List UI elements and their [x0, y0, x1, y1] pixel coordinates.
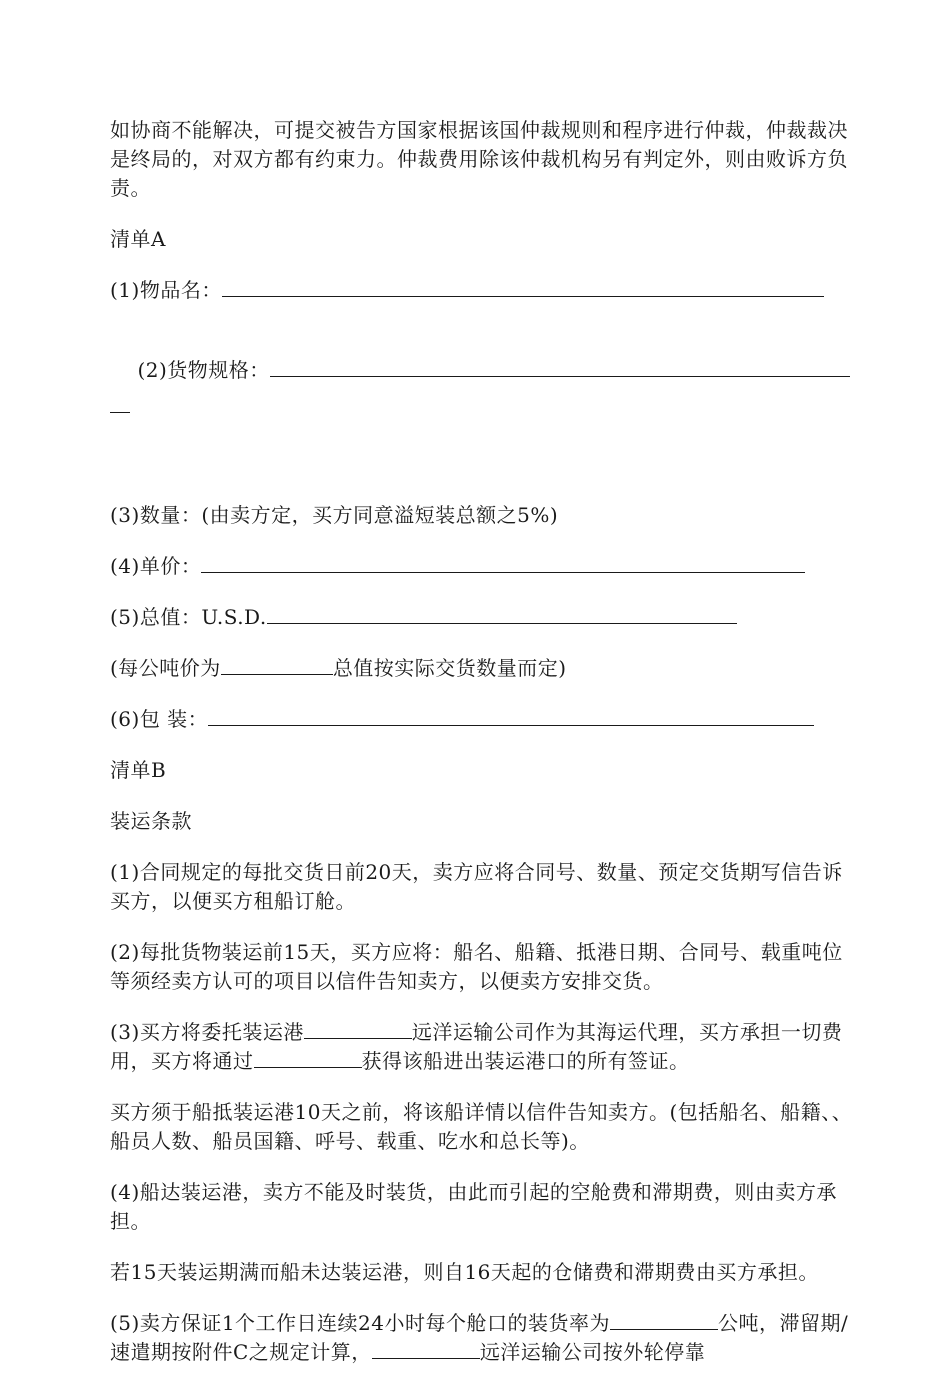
item-2-blank	[270, 358, 850, 377]
item-1-line	[110, 276, 855, 305]
item-6-line	[110, 705, 855, 734]
list-b-title: 清单B	[110, 758, 167, 782]
item-5-blank	[267, 605, 737, 624]
loading-port-blank	[304, 1020, 412, 1039]
item-2-line	[110, 327, 855, 471]
item-6-blank	[208, 707, 814, 726]
clause-5-part-a: (5)卖方保证1个工作日连续24小时每个舱口的装货率为	[110, 1311, 611, 1335]
item-4-line	[110, 552, 855, 581]
clause-3-part-a: (3)买方将委托装运港	[110, 1020, 304, 1044]
loading-rate-blank	[610, 1311, 718, 1330]
arbitration-paragraph: 如协商不能解决，可提交被告方国家根据该国仲裁规则和程序进行仲裁，仲裁裁决是终局的，对双方都有约束力。仲裁费用除该仲裁机构另有判定外，则由败诉方负责。	[110, 118, 848, 200]
shipping-terms-title: 装运条款	[110, 809, 192, 833]
item-2-label: (2)货物规格：	[137, 358, 270, 382]
shipping-clause-2: (2)每批货物装运前15天，买方应将：船名、船籍、抵港日期、合同号、载重吨位等须经卖方认可的项目以信件告知卖方，以便卖方安排交货。	[110, 940, 843, 993]
shipping-clause-3-note: 买方须于船抵装运港10天之前，将该船详情以信件告知卖方。(包括船名、船籍、、船员人数、船员国籍、呼号、载重、吃水和总长等)。	[110, 1100, 853, 1153]
item-5-note-line	[110, 654, 855, 683]
item-1-blank	[222, 278, 824, 297]
item-3-line: (3)数量：(由卖方定，买方同意溢短装总额之5%)	[110, 503, 559, 527]
list-a-title: 清单A	[110, 227, 166, 251]
shipping-clause-1: (1)合同规定的每批交货日前20天，卖方应将合同号、数量、预定交货期写信告诉买方，以便买方租船订舱。	[110, 860, 843, 913]
clause-3-part-b: 远洋运输公司作为其海运代理，买方承担一切费用，买方将通过	[110, 1020, 843, 1073]
agent-blank	[254, 1049, 362, 1068]
clause-5-part-c: 远洋运输公司按外轮停靠	[479, 1340, 706, 1364]
clause-5-part-b: 公吨，滞留期/速遣期按附件C之规定计算，	[110, 1311, 849, 1364]
item-5-line	[110, 603, 855, 632]
shipping-clause-5	[110, 1309, 855, 1367]
clause-3-part-c: 获得该船进出装运港口的所有签证。	[361, 1049, 690, 1073]
item-6-label: (6)包 装：	[110, 707, 209, 731]
item-1-label: (1)物品名：	[110, 278, 222, 302]
item-5-note-suffix: 总值按实际交货数量而定)	[332, 656, 567, 680]
price-per-ton-blank	[221, 656, 333, 675]
item-5-label: (5)总值：U.S.D.	[110, 605, 267, 629]
item-4-blank	[201, 554, 805, 573]
shipping-company-blank	[372, 1340, 480, 1359]
shipping-clause-3	[110, 1018, 855, 1076]
shipping-clause-4-note: 若15天装运期满而船未达装运港，则自16天起的仓储费和滞期费由买方承担。	[110, 1260, 819, 1284]
item-5-note-prefix: (每公吨价为	[110, 656, 221, 680]
document-page	[110, 116, 855, 1389]
shipping-clause-4: (4)船达装运港，卖方不能及时装货，由此而引起的空舱费和滞期费，则由卖方承担。	[110, 1180, 837, 1233]
item-2-blank-continued	[110, 406, 130, 413]
item-4-label: (4)单价：	[110, 554, 202, 578]
